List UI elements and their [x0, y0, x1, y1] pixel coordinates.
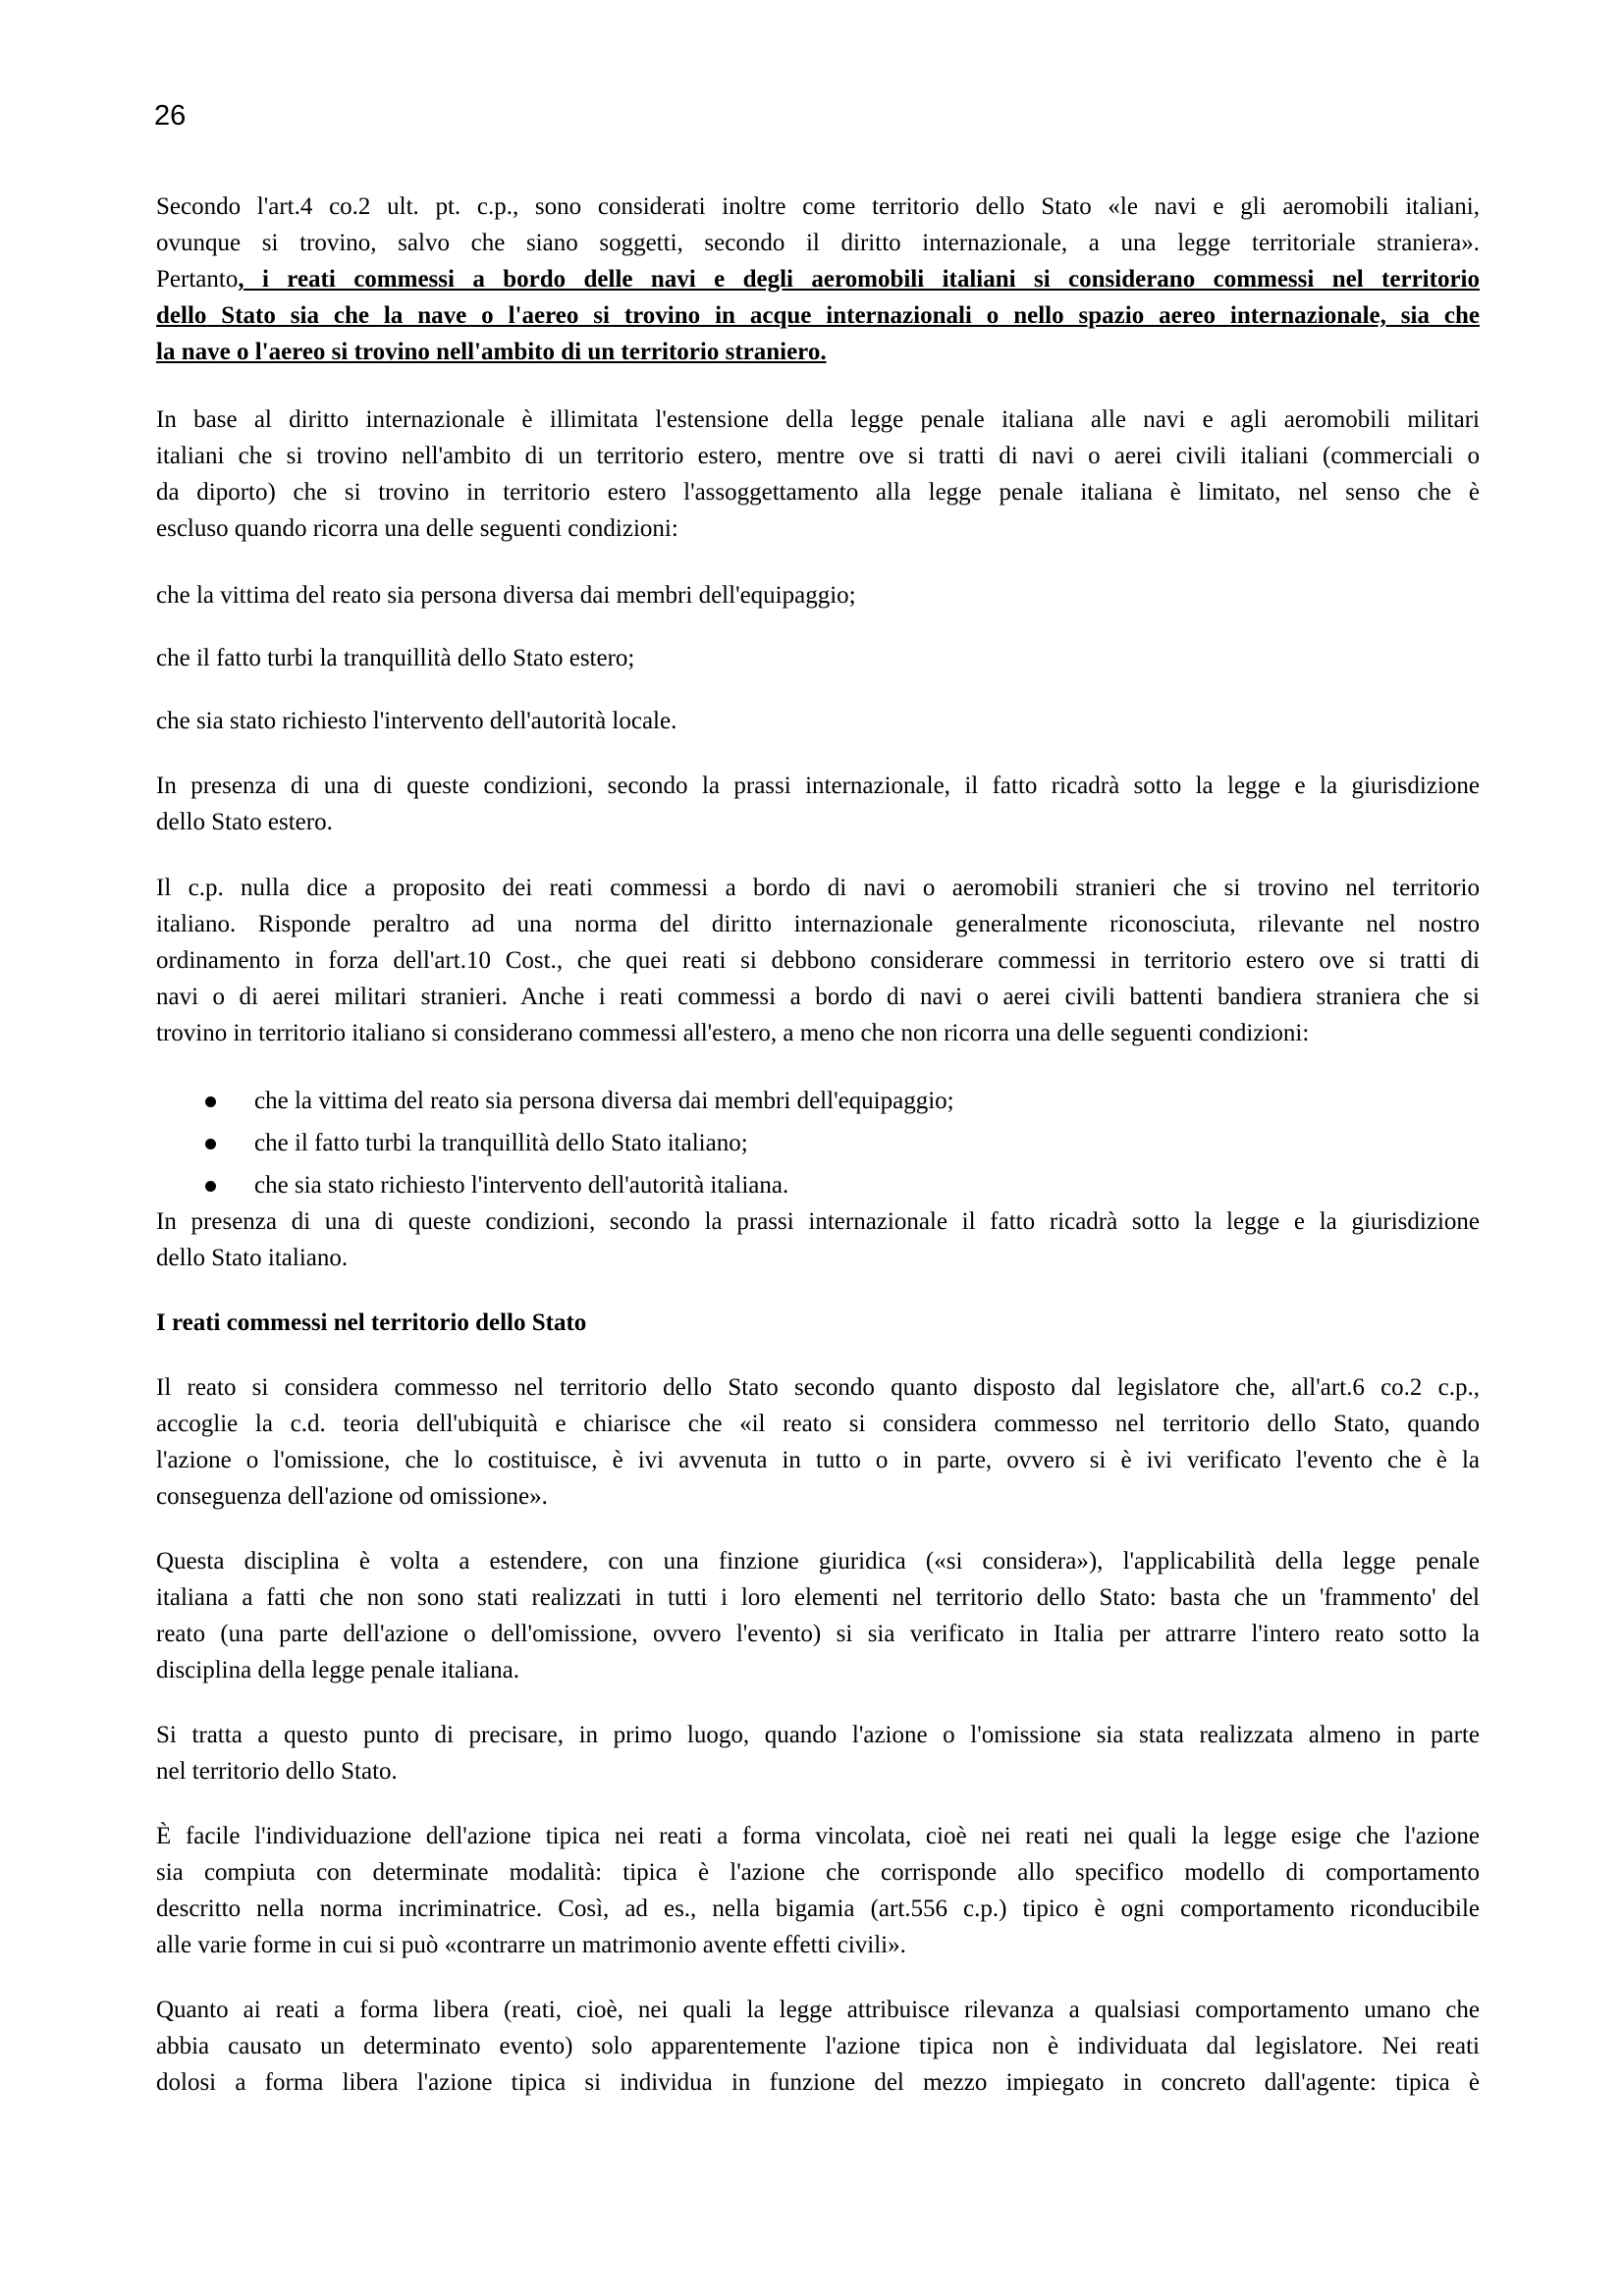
paragraph-line: descritto nella norma incriminatrice. Così, ad es., nella bigamia (art.556 c.p.) tipico è ogni comportamento riconducibile — [156, 1896, 1480, 1922]
condition-line: che la vittima del reato sia persona diversa dai membri dell'equipaggio; — [156, 582, 856, 609]
emphasized-line: dello Stato sia che la nave o l'aereo si trovino in acque internazionali o nello spazio aereo internazionale, sia che — [156, 302, 1480, 329]
paragraph-line: È facile l'individuazione dell'azione tipica nei reati a forma vincolata, cioè nei reati nei quali la legge esige che l'azione — [156, 1823, 1480, 1849]
bullet-icon — [205, 1096, 216, 1107]
paragraph-line: reato (una parte dell'azione o dell'omissione, ovvero l'evento) si sia verificato in Italia per attrarre l'intero reato sotto la — [156, 1621, 1480, 1647]
paragraph-line: Si tratta a questo punto di precisare, in primo luogo, quando l'azione o l'omissione sia stata realizzata almeno in parte — [156, 1722, 1480, 1748]
paragraph-line: dello Stato estero. — [156, 809, 333, 835]
paragraph-line: alle varie forme in cui si può «contrarre un matrimonio avente effetti civili». — [156, 1932, 906, 1958]
bullet-item — [205, 1129, 748, 1158]
paragraph-line: l'azione o l'omissione, che lo costituisce, è ivi avvenuta in tutto o in parte, ovvero si è ivi verificato l'evento che è la — [156, 1447, 1480, 1473]
paragraph-line: trovino in territorio italiano si considerano commessi all'estero, a meno che non ricorra una delle seguenti condizioni: — [156, 1020, 1310, 1046]
paragraph-line: escluso quando ricorra una delle seguenti condizioni: — [156, 515, 678, 542]
paragraph-line: disciplina della legge penale italiana. — [156, 1657, 519, 1683]
paragraph-line: italiani che si trovino nell'ambito di un territorio estero, mentre ove si tratti di navi o aerei civili italiani (commerciali o — [156, 443, 1480, 469]
paragraph-line: In base al diritto internazionale è illimitata l'estensione della legge penale italiana alle navi e agli aeromobili militari — [156, 406, 1480, 433]
bullet-text: che la vittima del reato sia persona diversa dai membri dell'equipaggio; — [254, 1088, 954, 1114]
paragraph-line: Secondo l'art.4 co.2 ult. pt. c.p., sono considerati inoltre come territorio dello Stato «le navi e gli aeromobili italiani, — [156, 193, 1480, 220]
paragraph-line: conseguenza dell'azione od omissione». — [156, 1483, 548, 1510]
paragraph-line: ovunque si trovino, salvo che siano soggetti, secondo il diritto internazionale, a una legge territoriale straniera». — [156, 230, 1480, 256]
paragraph-line: ordinamento in forza dell'art.10 Cost., che quei reati si debbono considerare commessi in territorio estero ove si tratti di — [156, 947, 1480, 974]
paragraph-line: In presenza di una di queste condizioni, secondo la prassi internazionale il fatto ricadrà sotto la legge e la giurisdizione — [156, 1208, 1480, 1235]
bullet-text: che il fatto turbi la tranquillità dello Stato italiano; — [254, 1130, 748, 1156]
paragraph-line: italiana a fatti che non sono stati realizzati in tutti i loro elementi nel territorio dello Stato: basta che un 'frammento' del — [156, 1584, 1480, 1611]
paragraph-line: da diporto) che si trovino in territorio estero l'assoggettamento alla legge penale italiana è limitato, nel senso che è — [156, 479, 1480, 506]
paragraph-line: Questa disciplina è volta a estendere, con una finzione giuridica («si considera»), l'applicabilità della legge penale — [156, 1548, 1480, 1575]
paragraph-line: Quanto ai reati a forma libera (reati, cioè, nei quali la legge attribuisce rilevanza a qualsiasi comportamento umano che — [156, 1997, 1480, 2023]
bullet-icon — [205, 1181, 216, 1192]
paragraph-line: italiano. Risponde peraltro ad una norma del diritto internazionale generalmente riconosciuta, rilevante nel nostro — [156, 911, 1480, 937]
paragraph-line: Il reato si considera commesso nel territorio dello Stato secondo quanto disposto dal legislatore che, all'art.6 co.2 c.p., — [156, 1374, 1480, 1401]
paragraph-line: navi o di aerei militari stranieri. Anche i reati commessi a bordo di navi o aerei civili battenti bandiera straniera che si — [156, 984, 1480, 1010]
emphasized-text: , i reati commessi a bordo delle navi e degli aeromobili italiani si considerano commessi nel territorio — [238, 266, 1480, 293]
paragraph-line: nel territorio dello Stato. — [156, 1758, 398, 1785]
paragraph-line: Il c.p. nulla dice a proposito dei reati commessi a bordo di navi o aeromobili stranieri che si trovino nel territorio — [156, 875, 1480, 901]
condition-line: che sia stato richiesto l'intervento dell'autorità locale. — [156, 708, 677, 734]
paragraph-line: abbia causato un determinato evento) solo apparentemente l'azione tipica non è individuata dal legislatore. Nei reati — [156, 2033, 1480, 2059]
paragraph-line: In presenza di una di queste condizioni, secondo la prassi internazionale, il fatto ricadrà sotto la legge e la giurisdizione — [156, 773, 1480, 799]
paragraph-line — [156, 265, 1480, 294]
condition-line: che il fatto turbi la tranquillità dello Stato estero; — [156, 645, 635, 671]
paragraph-line: accoglie la c.d. teoria dell'ubiquità e chiarisce che «il reato si considera commesso nel territorio dello Stato, quando — [156, 1411, 1480, 1437]
paragraph-line: dello Stato italiano. — [156, 1245, 349, 1271]
bullet-text: che sia stato richiesto l'intervento dell'autorità italiana. — [254, 1172, 789, 1199]
bullet-icon — [205, 1139, 216, 1149]
page-number: 26 — [154, 100, 187, 132]
bullet-item — [205, 1087, 954, 1116]
paragraph-line: sia compiuta con determinate modalità: tipica è l'azione che corrisponde allo specifico modello di comportamento — [156, 1859, 1480, 1886]
paragraph-line: dolosi a forma libera l'azione tipica si individua in funzione del mezzo impiegato in concreto dall'agente: tipica è — [156, 2069, 1480, 2096]
bullet-item — [205, 1171, 789, 1201]
emphasized-line: la nave o l'aereo si trovino nell'ambito di un territorio straniero. — [156, 339, 827, 365]
section-heading: I reati commessi nel territorio dello Stato — [156, 1309, 587, 1336]
plain-text: Pertanto — [156, 266, 239, 293]
